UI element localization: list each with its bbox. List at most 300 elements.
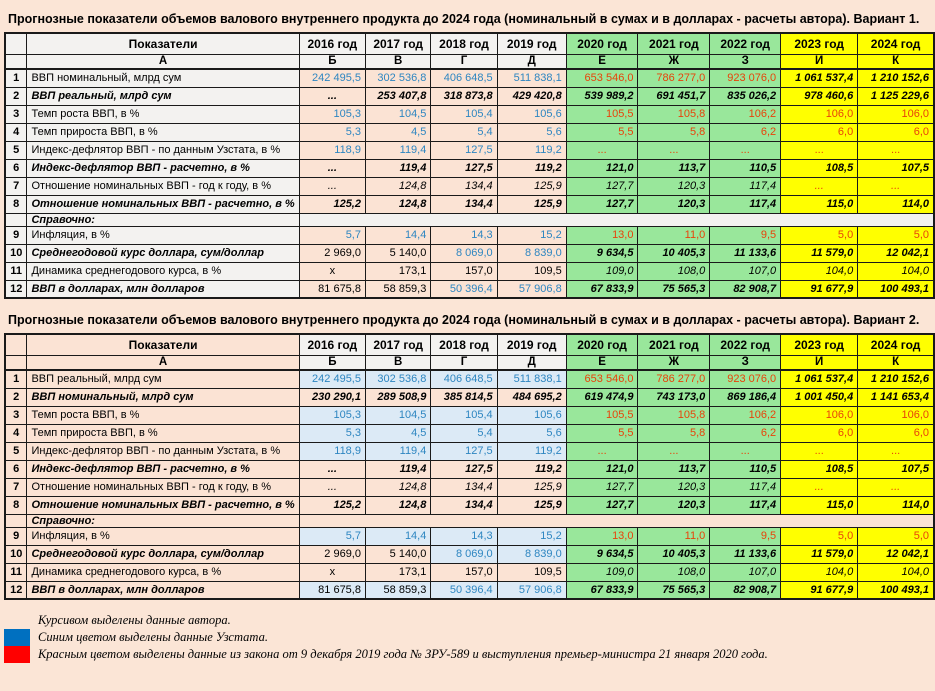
- value-cell: 8 069,0: [431, 545, 497, 563]
- value-cell: 127,5: [431, 159, 497, 177]
- value-cell: ...: [781, 177, 858, 195]
- value-cell: 105,6: [497, 105, 566, 123]
- row-label: Отношение номинальных ВВП - расчетно, в %: [27, 496, 299, 514]
- value-cell: 786 277,0: [638, 370, 710, 388]
- value-cell: 5,3: [299, 424, 365, 442]
- table-row: [5, 460, 934, 478]
- value-cell: 104,0: [858, 262, 934, 280]
- value-cell: 125,2: [299, 496, 365, 514]
- column-letter: З: [710, 355, 781, 370]
- row-label: Динамика среднегодового курса, в %: [27, 262, 299, 280]
- value-cell: 119,2: [497, 141, 566, 159]
- value-cell: 115,0: [781, 496, 858, 514]
- row-label: ВВП реальный, млрд сум: [27, 370, 299, 388]
- value-cell: 125,9: [497, 195, 566, 213]
- value-cell: 743 173,0: [638, 388, 710, 406]
- row-label: Среднегодовой курс доллара, сум/доллар: [27, 244, 299, 262]
- section-label: Справочно:: [27, 213, 299, 226]
- value-cell: 134,4: [431, 195, 497, 213]
- value-cell: 105,5: [566, 105, 638, 123]
- value-cell: 9 634,5: [566, 545, 638, 563]
- value-cell: ...: [299, 87, 365, 105]
- value-cell: 1 210 152,6: [858, 370, 934, 388]
- table-row: [5, 527, 934, 545]
- value-cell: 113,7: [638, 460, 710, 478]
- column-letter: Б: [299, 355, 365, 370]
- column-letter: И: [781, 355, 858, 370]
- corner-cell: [5, 355, 27, 370]
- value-cell: 11 133,6: [710, 244, 781, 262]
- legend-line-red: [4, 646, 935, 663]
- value-cell: 109,0: [566, 563, 638, 581]
- value-cell: 104,0: [858, 563, 934, 581]
- column-letter: А: [27, 355, 299, 370]
- value-cell: 124,8: [365, 195, 430, 213]
- value-cell: 117,4: [710, 195, 781, 213]
- value-cell: 105,6: [497, 406, 566, 424]
- value-cell: 58 859,3: [365, 581, 430, 599]
- value-cell: 5 140,0: [365, 545, 430, 563]
- value-cell: 5,4: [431, 424, 497, 442]
- value-cell: 124,8: [365, 478, 430, 496]
- value-cell: 1 125 229,6: [858, 87, 934, 105]
- value-cell: 11 579,0: [781, 244, 858, 262]
- value-cell: 127,7: [566, 478, 638, 496]
- value-cell: 125,9: [497, 177, 566, 195]
- value-cell: ...: [858, 141, 934, 159]
- column-letter: Б: [299, 54, 365, 69]
- value-cell: 104,5: [365, 406, 430, 424]
- value-cell: 4,5: [365, 123, 430, 141]
- value-cell: 81 675,8: [299, 280, 365, 298]
- value-cell: 253 407,8: [365, 87, 430, 105]
- row-num: 5: [5, 442, 27, 460]
- table-row: [5, 478, 934, 496]
- value-cell: 57 906,8: [497, 581, 566, 599]
- section-row: [5, 213, 934, 226]
- value-cell: 12 042,1: [858, 244, 934, 262]
- value-cell: ...: [638, 442, 710, 460]
- value-cell: 107,5: [858, 159, 934, 177]
- value-cell: 2 969,0: [299, 244, 365, 262]
- row-num: 8: [5, 496, 27, 514]
- table-row: [5, 87, 934, 105]
- value-cell: 105,4: [431, 406, 497, 424]
- value-cell: 5,0: [781, 527, 858, 545]
- row-label: Отношение номинальных ВВП - год к году, в %: [27, 478, 299, 496]
- value-cell: 5,0: [858, 527, 934, 545]
- value-cell: 484 695,2: [497, 388, 566, 406]
- column-letter: Е: [566, 54, 638, 69]
- value-cell: 119,4: [365, 460, 430, 478]
- column-letter: В: [365, 54, 430, 69]
- value-cell: 5,7: [299, 226, 365, 244]
- value-cell: 5,8: [638, 123, 710, 141]
- value-cell: 109,5: [497, 262, 566, 280]
- value-cell: ...: [781, 478, 858, 496]
- value-cell: 124,8: [365, 496, 430, 514]
- value-cell: ...: [858, 442, 934, 460]
- value-cell: 117,4: [710, 496, 781, 514]
- value-cell: 11 133,6: [710, 545, 781, 563]
- value-cell: 5,0: [858, 226, 934, 244]
- value-cell: 134,4: [431, 478, 497, 496]
- value-cell: 120,3: [638, 478, 710, 496]
- table1-title: Прогнозные показатели объемов валового внутреннего продукта до 2024 года (номинальный в сумах и в долларах - расчеты автора). Вариант 1.: [8, 12, 920, 26]
- value-cell: 511 838,1: [497, 370, 566, 388]
- value-cell: 10 405,3: [638, 244, 710, 262]
- table-row: [5, 244, 934, 262]
- value-cell: 1 210 152,6: [858, 69, 934, 87]
- row-label: Индекс-дефлятор ВВП - расчетно, в %: [27, 159, 299, 177]
- value-cell: 173,1: [365, 563, 430, 581]
- section-row: [5, 514, 934, 527]
- column-letter: И: [781, 54, 858, 69]
- year-header: 2019 год: [497, 33, 566, 54]
- value-cell: 5,5: [566, 424, 638, 442]
- table-1-section: [0, 32, 935, 299]
- red-swatch-icon: [4, 646, 30, 663]
- value-cell: ...: [858, 478, 934, 496]
- column-letter: Г: [431, 54, 497, 69]
- value-cell: 13,0: [566, 226, 638, 244]
- value-cell: 5,0: [781, 226, 858, 244]
- value-cell: 923 076,0: [710, 370, 781, 388]
- value-cell: 318 873,8: [431, 87, 497, 105]
- value-cell: ...: [781, 141, 858, 159]
- table-row: [5, 262, 934, 280]
- table-row: [5, 280, 934, 298]
- value-cell: 5,5: [566, 123, 638, 141]
- section-label: Справочно:: [27, 514, 299, 527]
- value-cell: 104,5: [365, 105, 430, 123]
- row-label: Среднегодовой курс доллара, сум/доллар: [27, 545, 299, 563]
- header-row: [5, 33, 934, 54]
- row-num: 8: [5, 195, 27, 213]
- legend-text-italic: Курсивом выделены данные автора.: [38, 613, 231, 627]
- row-label: Инфляция, в %: [27, 226, 299, 244]
- value-cell: 113,7: [638, 159, 710, 177]
- row-num: 3: [5, 105, 27, 123]
- value-cell: 119,4: [365, 442, 430, 460]
- value-cell: 109,0: [566, 262, 638, 280]
- value-cell: 67 833,9: [566, 581, 638, 599]
- column-letter: В: [365, 355, 430, 370]
- row-num: [5, 213, 27, 226]
- value-cell: 108,5: [781, 159, 858, 177]
- value-cell: 619 474,9: [566, 388, 638, 406]
- value-cell: 91 677,9: [781, 581, 858, 599]
- value-cell: 157,0: [431, 262, 497, 280]
- value-cell: ...: [299, 177, 365, 195]
- legend-text-red: Красным цветом выделены данные из закона от 9 декабря 2019 года № ЗРУ-589 и выступления премьер-министра 21 января 2020 года.: [38, 647, 768, 661]
- value-cell: 121,0: [566, 159, 638, 177]
- value-cell: 108,0: [638, 262, 710, 280]
- row-num: 6: [5, 460, 27, 478]
- row-label: ВВП номинальный, млрд сум: [27, 69, 299, 87]
- value-cell: 125,9: [497, 496, 566, 514]
- value-cell: 289 508,9: [365, 388, 430, 406]
- value-cell: 91 677,9: [781, 280, 858, 298]
- value-cell: ...: [638, 141, 710, 159]
- row-num: 4: [5, 424, 27, 442]
- row-num: 2: [5, 388, 27, 406]
- row-num: 10: [5, 545, 27, 563]
- value-cell: ...: [781, 442, 858, 460]
- value-cell: 127,5: [431, 141, 497, 159]
- table-row: [5, 406, 934, 424]
- row-num: 7: [5, 177, 27, 195]
- column-letter: З: [710, 54, 781, 69]
- value-cell: 1 061 537,4: [781, 69, 858, 87]
- value-cell: 82 908,7: [710, 581, 781, 599]
- value-cell: 110,5: [710, 460, 781, 478]
- year-header: 2024 год: [858, 33, 934, 54]
- table-row: [5, 195, 934, 213]
- year-header: 2016 год: [299, 334, 365, 355]
- gdp-table-variant-2: [4, 333, 935, 600]
- row-num: 1: [5, 69, 27, 87]
- value-cell: 127,5: [431, 460, 497, 478]
- table-row: [5, 123, 934, 141]
- value-cell: ...: [566, 141, 638, 159]
- legend-spacer: [4, 612, 30, 629]
- year-header: 2020 год: [566, 33, 638, 54]
- value-cell: 119,2: [497, 159, 566, 177]
- value-cell: 5 140,0: [365, 244, 430, 262]
- table-row: [5, 442, 934, 460]
- value-cell: 385 814,5: [431, 388, 497, 406]
- value-cell: 14,3: [431, 226, 497, 244]
- value-cell: 835 026,2: [710, 87, 781, 105]
- value-cell: ...: [299, 159, 365, 177]
- value-cell: 5,6: [497, 123, 566, 141]
- value-cell: 58 859,3: [365, 280, 430, 298]
- value-cell: 105,8: [638, 105, 710, 123]
- row-label: Темп прироста ВВП, в %: [27, 424, 299, 442]
- value-cell: 134,4: [431, 496, 497, 514]
- value-cell: 4,5: [365, 424, 430, 442]
- row-num: 9: [5, 226, 27, 244]
- value-cell: 173,1: [365, 262, 430, 280]
- legend-text-blue: Синим цветом выделены данные Узстата.: [38, 630, 268, 644]
- value-cell: 124,8: [365, 177, 430, 195]
- corner-cell: [5, 33, 27, 54]
- value-cell: 1 061 537,4: [781, 370, 858, 388]
- value-cell: 9 634,5: [566, 244, 638, 262]
- column-letter: К: [858, 54, 934, 69]
- value-cell: 2 969,0: [299, 545, 365, 563]
- value-cell: 127,7: [566, 195, 638, 213]
- row-num: 10: [5, 244, 27, 262]
- year-header: 2024 год: [858, 334, 934, 355]
- value-cell: 13,0: [566, 527, 638, 545]
- value-cell: 653 546,0: [566, 370, 638, 388]
- legend-line-blue: [4, 629, 935, 646]
- indicators-header: Показатели: [27, 33, 299, 54]
- value-cell: 539 989,2: [566, 87, 638, 105]
- value-cell: 75 565,3: [638, 280, 710, 298]
- table-row: [5, 177, 934, 195]
- value-cell: 406 648,5: [431, 69, 497, 87]
- value-cell: 108,0: [638, 563, 710, 581]
- value-cell: 106,0: [781, 105, 858, 123]
- value-cell: 15,2: [497, 527, 566, 545]
- table-row: [5, 388, 934, 406]
- value-cell: 978 460,6: [781, 87, 858, 105]
- value-cell: ...: [710, 442, 781, 460]
- value-cell: 105,8: [638, 406, 710, 424]
- value-cell: 106,2: [710, 105, 781, 123]
- value-cell: 1 141 653,4: [858, 388, 934, 406]
- column-letter: Г: [431, 355, 497, 370]
- row-label: Темп прироста ВВП, в %: [27, 123, 299, 141]
- value-cell: 107,5: [858, 460, 934, 478]
- row-num: 4: [5, 123, 27, 141]
- value-cell: 157,0: [431, 563, 497, 581]
- row-label: Темп роста ВВП, в %: [27, 406, 299, 424]
- year-header: 2021 год: [638, 334, 710, 355]
- value-cell: 105,4: [431, 105, 497, 123]
- legend: [4, 612, 935, 663]
- value-cell: x: [299, 563, 365, 581]
- value-cell: 105,3: [299, 406, 365, 424]
- section-band: [299, 213, 934, 226]
- value-cell: 107,0: [710, 563, 781, 581]
- value-cell: 9,5: [710, 527, 781, 545]
- value-cell: 302 536,8: [365, 370, 430, 388]
- row-num: 6: [5, 159, 27, 177]
- row-num: [5, 514, 27, 527]
- table-2-section: [0, 333, 935, 600]
- table-row: [5, 69, 934, 87]
- value-cell: 120,3: [638, 496, 710, 514]
- value-cell: 100 493,1: [858, 280, 934, 298]
- value-cell: 12 042,1: [858, 545, 934, 563]
- value-cell: 302 536,8: [365, 69, 430, 87]
- value-cell: ...: [710, 141, 781, 159]
- value-cell: 75 565,3: [638, 581, 710, 599]
- value-cell: 114,0: [858, 195, 934, 213]
- value-cell: 120,3: [638, 195, 710, 213]
- value-cell: 119,2: [497, 442, 566, 460]
- value-cell: 923 076,0: [710, 69, 781, 87]
- row-label: ВВП реальный, млрд сум: [27, 87, 299, 105]
- table-row: [5, 370, 934, 388]
- row-label: Динамика среднегодового курса, в %: [27, 563, 299, 581]
- row-num: 5: [5, 141, 27, 159]
- value-cell: 125,9: [497, 478, 566, 496]
- value-cell: 134,4: [431, 177, 497, 195]
- value-cell: 118,9: [299, 442, 365, 460]
- value-cell: 242 495,5: [299, 370, 365, 388]
- value-cell: 14,3: [431, 527, 497, 545]
- value-cell: 104,0: [781, 262, 858, 280]
- value-cell: 786 277,0: [638, 69, 710, 87]
- value-cell: 6,0: [781, 123, 858, 141]
- table-row: [5, 105, 934, 123]
- row-label: Темп роста ВВП, в %: [27, 105, 299, 123]
- corner-cell: [5, 334, 27, 355]
- gdp-table-variant-1: [4, 32, 935, 299]
- value-cell: 67 833,9: [566, 280, 638, 298]
- year-header: 2022 год: [710, 33, 781, 54]
- value-cell: 10 405,3: [638, 545, 710, 563]
- value-cell: 15,2: [497, 226, 566, 244]
- value-cell: 104,0: [781, 563, 858, 581]
- value-cell: 105,5: [566, 406, 638, 424]
- year-header: 2020 год: [566, 334, 638, 355]
- value-cell: 106,2: [710, 406, 781, 424]
- value-cell: 5,7: [299, 527, 365, 545]
- row-label: Отношение номинальных ВВП - расчетно, в %: [27, 195, 299, 213]
- row-num: 2: [5, 87, 27, 105]
- value-cell: 230 290,1: [299, 388, 365, 406]
- value-cell: 11,0: [638, 527, 710, 545]
- value-cell: 117,4: [710, 177, 781, 195]
- corner-cell: [5, 54, 27, 69]
- value-cell: 50 396,4: [431, 280, 497, 298]
- value-cell: 81 675,8: [299, 581, 365, 599]
- year-header: 2023 год: [781, 33, 858, 54]
- year-header: 2022 год: [710, 334, 781, 355]
- value-cell: 11 579,0: [781, 545, 858, 563]
- value-cell: 242 495,5: [299, 69, 365, 87]
- row-label: ВВП номинальный, млрд сум: [27, 388, 299, 406]
- year-header: 2018 год: [431, 33, 497, 54]
- row-label: Индекс-дефлятор ВВП - по данным Узстата, в %: [27, 442, 299, 460]
- value-cell: 106,0: [858, 105, 934, 123]
- row-num: 11: [5, 262, 27, 280]
- column-letter: А: [27, 54, 299, 69]
- year-header: 2018 год: [431, 334, 497, 355]
- table-row: [5, 424, 934, 442]
- row-label: Отношение номинальных ВВП - год к году, в %: [27, 177, 299, 195]
- value-cell: 117,4: [710, 478, 781, 496]
- row-num: 9: [5, 527, 27, 545]
- letters-row: [5, 355, 934, 370]
- value-cell: ...: [858, 177, 934, 195]
- year-header: 2017 год: [365, 33, 430, 54]
- header-row: [5, 334, 934, 355]
- value-cell: 121,0: [566, 460, 638, 478]
- column-letter: К: [858, 355, 934, 370]
- value-cell: 8 069,0: [431, 244, 497, 262]
- value-cell: 5,8: [638, 424, 710, 442]
- column-letter: Д: [497, 355, 566, 370]
- value-cell: 653 546,0: [566, 69, 638, 87]
- value-cell: 691 451,7: [638, 87, 710, 105]
- value-cell: 114,0: [858, 496, 934, 514]
- letters-row: [5, 54, 934, 69]
- value-cell: 6,0: [858, 424, 934, 442]
- column-letter: Ж: [638, 54, 710, 69]
- row-label: Индекс-дефлятор ВВП - расчетно, в %: [27, 460, 299, 478]
- table-row: [5, 141, 934, 159]
- value-cell: 6,0: [781, 424, 858, 442]
- row-label: Инфляция, в %: [27, 527, 299, 545]
- value-cell: 107,0: [710, 262, 781, 280]
- column-letter: Ж: [638, 355, 710, 370]
- column-letter: Е: [566, 355, 638, 370]
- value-cell: 511 838,1: [497, 69, 566, 87]
- value-cell: 127,7: [566, 496, 638, 514]
- value-cell: 108,5: [781, 460, 858, 478]
- value-cell: ...: [566, 442, 638, 460]
- value-cell: 11,0: [638, 226, 710, 244]
- row-num: 3: [5, 406, 27, 424]
- value-cell: 5,4: [431, 123, 497, 141]
